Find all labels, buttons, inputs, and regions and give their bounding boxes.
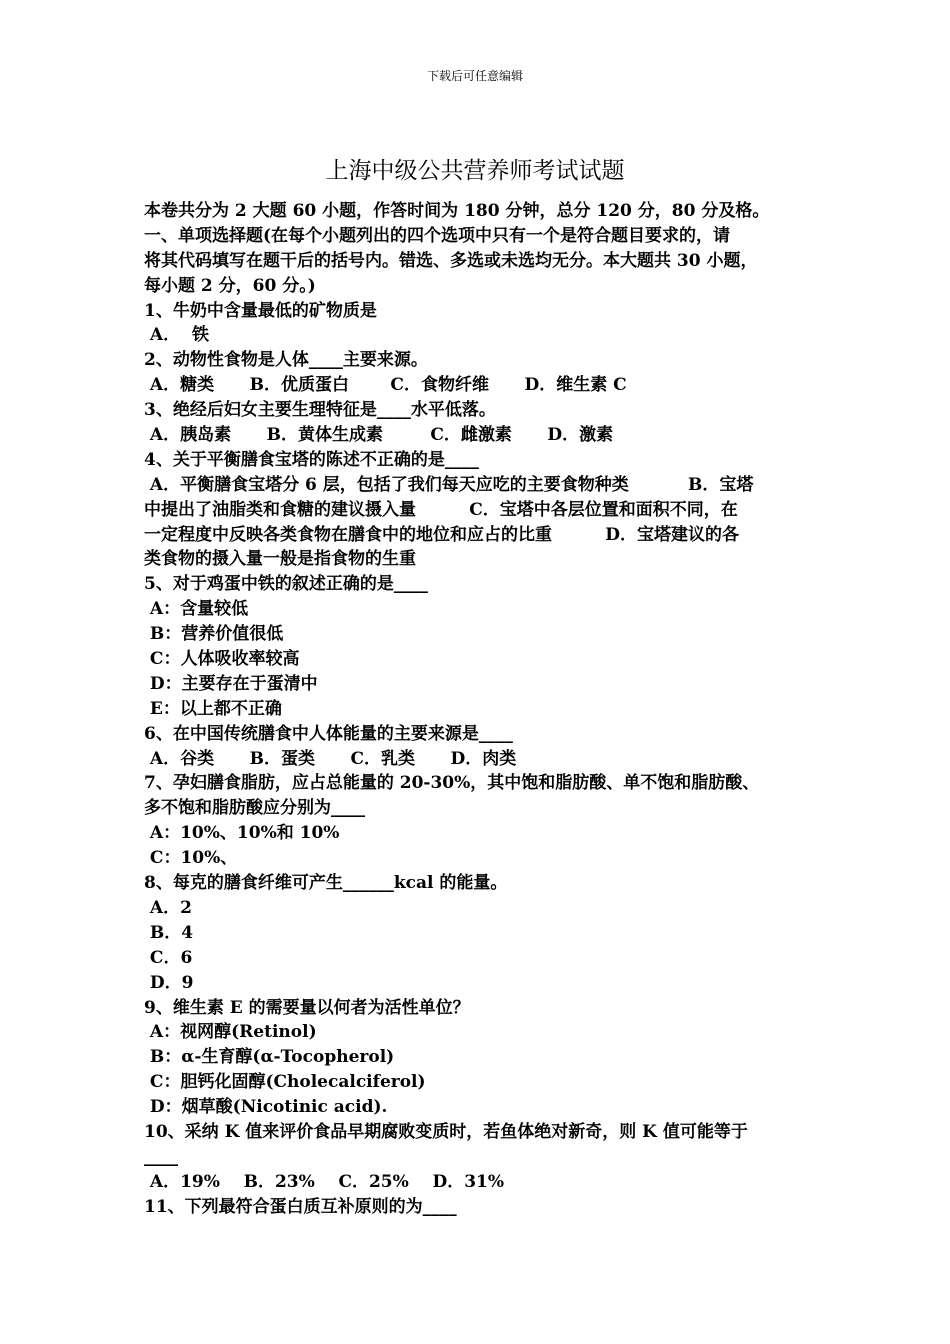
question-7: 7、孕妇膳食脂肪，应占总能量的 20-30%，其中饱和脂肪酸、单不饱和脂肪酸、 bbox=[144, 773, 760, 794]
option: B：α-生育醇(α-Tocopherol) bbox=[144, 1047, 395, 1068]
question-10: 10、采纳 K 值来评价食品早期腐败变质时，若鱼体绝对新奇，则 K 值可能等于 bbox=[144, 1121, 748, 1142]
option: C：胆钙化固醇(Cholecalciferol) bbox=[144, 1072, 426, 1093]
option: D：主要存在于蛋清中 bbox=[144, 673, 318, 694]
question-4-options-cont: 中提出了油脂类和食糖的建议摄入量 C．宝塔中各层位置和面积不同，在 bbox=[144, 499, 738, 520]
option: A．2 bbox=[144, 897, 192, 918]
option: D：烟草酸(Nicotinic acid). bbox=[144, 1097, 388, 1118]
question-4: 4、关于平衡膳食宝塔的陈述不正确的是____ bbox=[144, 449, 479, 470]
section-heading-cont: 将其代码填写在题干后的括号内。错选、多选或未选均无分。本大题共 30 小题， bbox=[144, 250, 758, 271]
option: B．4 bbox=[144, 922, 194, 943]
question-1: 1、牛奶中含量最低的矿物质是 bbox=[144, 300, 377, 321]
question-6: 6、在中国传统膳食中人体能量的主要来源是____ bbox=[144, 723, 513, 744]
option: C：10%、 bbox=[144, 848, 238, 869]
option: D．9 bbox=[144, 972, 194, 993]
question-6-options: A．谷类 B．蛋类 C．乳类 D．肉类 bbox=[144, 748, 517, 769]
question-7-cont: 多不饱和脂肪酸应分别为____ bbox=[144, 798, 365, 819]
question-8: 8、每克的膳食纤维可产生______kcal 的能量。 bbox=[144, 873, 508, 894]
question-4-options-cont: 类食物的摄入量一般是指食物的生重 bbox=[144, 549, 416, 570]
question-3-options: A．胰岛素 B．黄体生成素 C．雌激素 D．激素 bbox=[144, 425, 614, 446]
question-2-options: A．糖类 B．优质蛋白 C．食物纤维 D．维生素 C bbox=[144, 375, 627, 396]
section-heading-cont: 每小题 2 分，60 分。) bbox=[144, 275, 316, 296]
question-4-options: A．平衡膳食宝塔分 6 层，包括了我们每天应吃的主要食物种类 B．宝塔 bbox=[144, 474, 754, 495]
question-11: 11、下列最符合蛋白质互补原则的为____ bbox=[144, 1196, 457, 1217]
document-title: 上海中级公共营养师考试试题 bbox=[325, 158, 625, 184]
question-3: 3、绝经后妇女主要生理特征是____水平低落。 bbox=[144, 400, 496, 421]
exam-intro: 本卷共分为 2 大题 60 小题，作答时间为 180 分钟，总分 120 分，80 分及格。 bbox=[144, 201, 770, 221]
option: A：10%、10%和 10% bbox=[144, 823, 340, 844]
question-9: 9、维生素 E 的需要量以何者为活性单位？ bbox=[144, 997, 470, 1018]
section-heading: 一、单项选择题(在每个小题列出的四个选项中只有一个是符合题目要求的，请 bbox=[144, 225, 731, 246]
option: A：含量较低 bbox=[144, 599, 249, 620]
question-2: 2、动物性食物是人体____主要来源。 bbox=[144, 350, 428, 371]
document-body bbox=[144, 199, 824, 1220]
option: E：以上都不正确 bbox=[144, 698, 282, 719]
question-10-options: A．19% B．23% C．25% D．31% bbox=[144, 1171, 505, 1192]
question-4-options-cont: 一定程度中反映各类食物在膳食中的地位和应占的比重 D．宝塔建议的各 bbox=[144, 524, 740, 545]
option: C：人体吸收率较高 bbox=[144, 649, 300, 670]
question-1-options: A． 铁 bbox=[144, 325, 209, 346]
question-10-cont: ____ bbox=[144, 1146, 178, 1167]
question-5: 5、对于鸡蛋中铁的叙述正确的是____ bbox=[144, 574, 428, 595]
option: B：营养价值很低 bbox=[144, 624, 284, 645]
option: C．6 bbox=[144, 947, 193, 968]
header-note: 下载后可任意编辑 bbox=[426, 69, 523, 83]
option: A：视网醇(Retinol) bbox=[144, 1022, 317, 1043]
